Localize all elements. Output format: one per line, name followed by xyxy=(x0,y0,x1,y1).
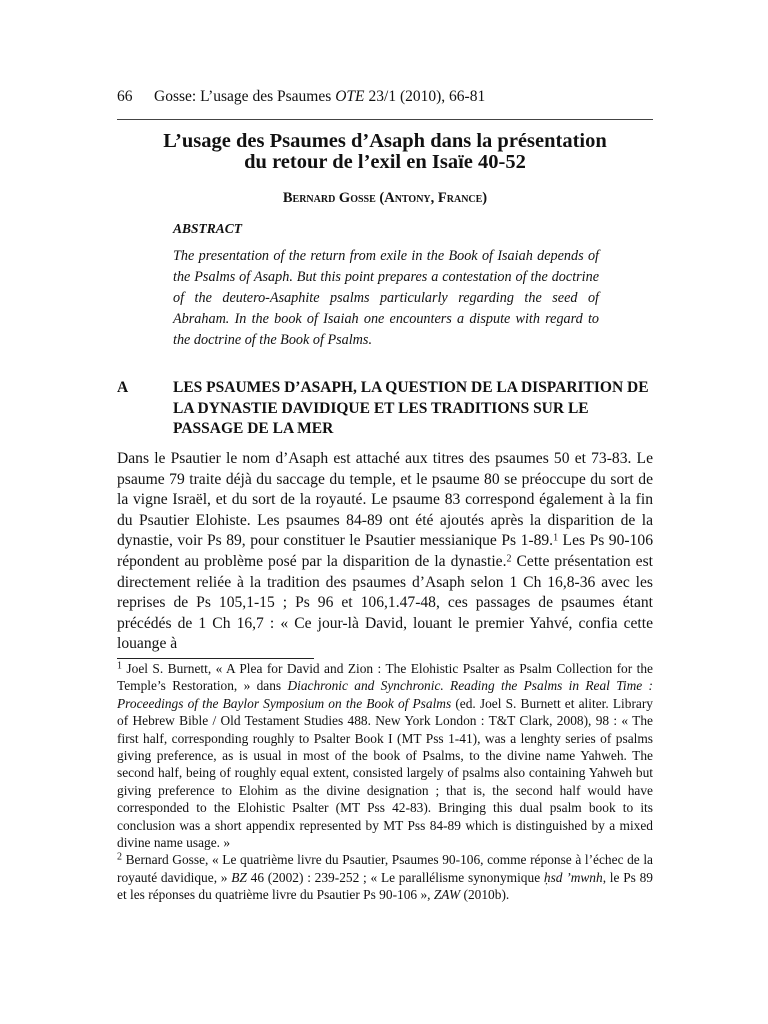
body-text-part-3: Cette présentation est directement reliée à la tradition des psaumes d’Asaph selon 1 Ch 16,8-36 avec les reprises de Ps 105,1-15 ; Ps 96 et 106,1.47-48, ces passages de psaumes étant précédés de 1 Ch 16,7 : « Ce jour-là David, louant le premier Yahvé, confia cette louange à xyxy=(117,552,653,653)
footnote-2-text-a: Bernard Gosse, « Le quatrième livre du Psautier, Psaumes 90-106, comme réponse à l’échec de la royauté davidique, » xyxy=(117,852,653,885)
body-paragraph xyxy=(117,449,653,655)
footnote-separator xyxy=(117,658,314,659)
author-line: Bernard Gosse (Antony, France) xyxy=(282,190,488,206)
footnote-2-text-b: 46 (2002) : 239-252 ; « Le parallélisme synonymique xyxy=(246,869,544,885)
footnote-2-number: 2 xyxy=(117,851,122,863)
article-title xyxy=(117,131,653,173)
section-title: LES PSAUMES D’ASAPH, LA QUESTION DE LA DISPARITION DE LA DYNASTIE DAVIDIQUE ET LES TRADITIONS SUR LE PASSAGE DE LA MER xyxy=(173,379,649,437)
footnote-2-journal-bz: BZ xyxy=(231,869,247,885)
footnote-1-text-a: Joel S. Burnett, « A Plea for David and Zion : The Elohistic Psalter as Psalm Collection for the Temple’s Restoration, » dans xyxy=(117,661,653,694)
footnote-2-journal-zaw: ZAW xyxy=(433,887,461,903)
abstract-text: The presentation of the return from exile in the Book of Isaiah depends of the Psalms of Asaph. But this point prepares a contestation of the doctrine of the deutero-Asaphite psalms particularly regarding the seed of Abraham. In the book of Isaiah one encounters a dispute with regard to the doctrine of the Book of Psalms. xyxy=(173,248,599,348)
footnotes xyxy=(117,660,653,904)
footnote-2-text-c: , le Ps 89 et les réponses du quatrième livre du Psautier Ps 90-106 », xyxy=(117,869,653,903)
journal-name: OTE xyxy=(335,88,365,105)
body-text-part-1: Dans le Psautier le nom d’Asaph est attaché aux titres des psaumes 50 et 73-83. Le psaume 79 traite déjà du saccage du temple, et le psaume 80 se préoccupe du sort de la vigne Israël, et du sort de la royauté. Le psaume 83 correspond également à la fin du Psautier Elohiste. Les psaumes 84-89 ont été ajoutés après la disparition de la dynastie, voir Ps 89, pour constituer le Psautier messianique Ps 1-89. xyxy=(117,450,653,550)
article-title-line-2: du retour de l’exil en Isaïe 40-52 xyxy=(244,151,526,173)
section-label: A xyxy=(117,379,129,396)
footnote-2-text-d: (2010b). xyxy=(460,887,510,903)
abstract-heading: ABSTRACT xyxy=(173,221,243,236)
footnote-2-transliteration: ḥsd ’mwnh xyxy=(543,869,603,885)
running-title: Gosse: L’usage des Psaumes xyxy=(154,88,332,105)
footnote-1-book-title: Diachronic and Synchronic. Reading the Psalms in Real Time : Proceedings of the Baylor Symposium on the Book of Psalms xyxy=(117,678,653,711)
footnote-1 xyxy=(117,660,653,851)
section-heading xyxy=(117,378,653,440)
journal-citation: 23/1 (2010), 66-81 xyxy=(368,88,486,105)
header-rule xyxy=(117,119,653,120)
article-title-line-1: L’usage des Psaumes d’Asaph dans la présentation xyxy=(163,130,607,152)
footnote-ref-2[interactable]: 2 xyxy=(506,553,512,565)
footnote-1-number: 1 xyxy=(117,660,122,672)
footnote-ref-1[interactable]: 1 xyxy=(553,532,559,544)
running-header xyxy=(117,88,653,106)
footnote-1-text-b: (ed. Joel S. Burnett et aliter. Library of Hebrew Bible / Old Testament Studies 488. New York London : T&T Clark, 2008), 98 : « The first half, corresponding roughly to Psalter Book I (MT Pss 1-41), was a lenghty series of psalms giving preference, as is usual in most of the book of Psalms, to the divine name Yahweh. The second half, being of roughly equal extent, consisted largely of psalms also containing Yahweh but giving preference to Elohim as the divine designation ; that is, the second half would have corresponded to the Elohistic Psalter (MT Pss 42-83). Bringing this dual psalm book to its conclusion was a short appendix represented by MT Pss 84-89 which is distinguished by a mixed divine name usage. » xyxy=(117,695,653,851)
page-number: 66 xyxy=(117,88,133,105)
footnote-2 xyxy=(117,851,653,903)
body-text-part-2: Les Ps 90-106 répondent au problème posé par la disparition de la dynastie. xyxy=(117,532,653,570)
